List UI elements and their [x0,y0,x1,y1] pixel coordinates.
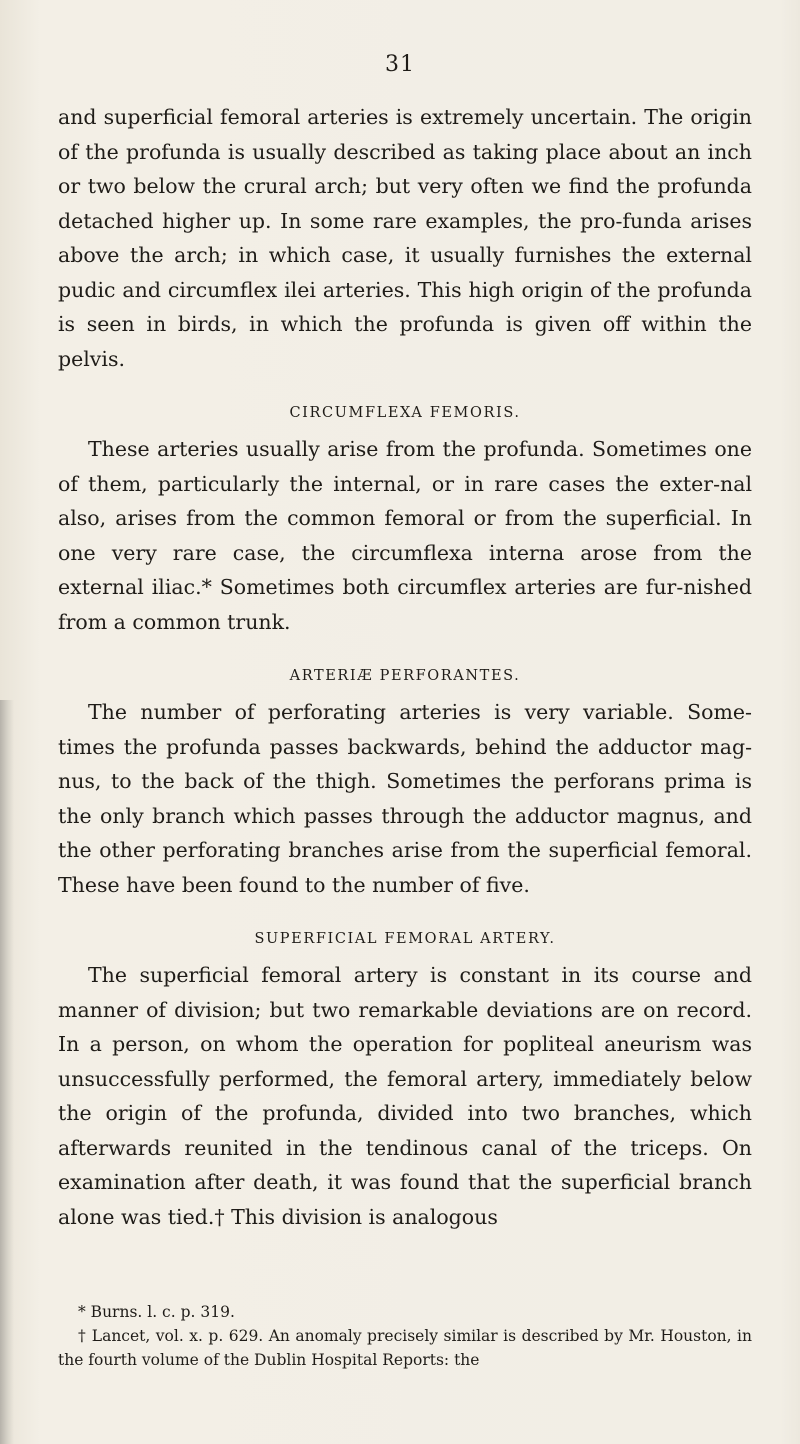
binding-shadow [0,700,14,1444]
heading-circumflexa-femoris: CIRCUMFLEXA FEMORIS. [289,405,521,421]
page-number: 31 [385,52,415,77]
footnote-lancet: † Lancet, vol. x. p. 629. An anomaly precisely similar is described by Mr. Houston, in the fourth volume of the Dublin Hospital Reports: the [58,1327,752,1369]
body-text [58,100,752,1234]
footnotes [58,1300,752,1372]
heading-superficial-femoral-artery: SUPERFICIAL FEMORAL ARTERY. [254,931,556,947]
paragraph-profunda-origin: and superficial femoral arteries is extremely uncertain. The origin of the profunda is usually described as taking place about an inch or two below the crural arch; but very often we find the profunda detached higher up. In some rare examples, the pro-funda arises above the arch; in which case, it usually furnishes the external pudic and circumflex ilei arteries. This high origin of the profunda is seen in birds, in which the profunda is given off within the pelvis. [58,105,752,371]
paragraph-circumflexa: These arteries usually arise from the profunda. Sometimes one of them, particularly the internal, or in rare cases the exter-nal also, arises from the common femoral or from the superficial. In one very rare case, the circumflexa interna arose from the external iliac.* Sometimes both circumflex arteries are fur-nished from a common trunk. [58,437,752,634]
paragraph-perforantes: The number of perforating arteries is very variable. Some-times the profunda passes backwards, behind the adductor mag-nus, to the back of the thigh. Sometimes the perforans prima is the only branch which passes through the adductor magnus, and the other perforating branches arise from the superficial femoral. These have been found to the number of five. [58,700,752,897]
heading-arteriae-perforantes: ARTERIÆ PERFORANTES. [289,668,521,684]
footnote-burns: * Burns. l. c. p. 319. [78,1303,235,1321]
paragraph-superficial-femoral: The superficial femoral artery is constant in its course and manner of division; but two remarkable deviations are on record. In a person, on whom the operation for popliteal aneurism was unsuccessfully performed, the femoral artery, immediately below the origin of the profunda, divided into two branches, which afterwards reunited in the tendinous canal of the triceps. On examination after death, it was found that the superficial branch alone was tied.† This division is analogous [58,963,752,1229]
